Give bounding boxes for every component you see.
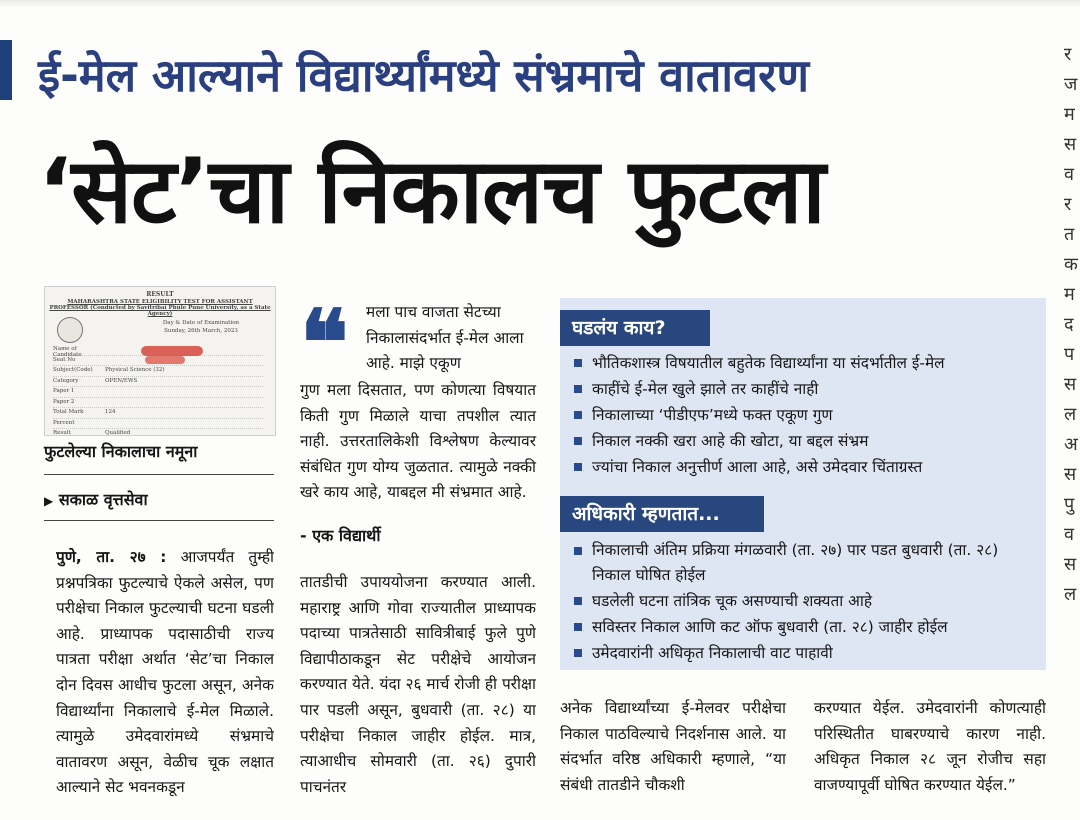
- quote-text-top: मला पाच वाजता सेटच्या निकालासंदर्भात ई-मेल आला आहे. माझे एकूण: [366, 303, 524, 373]
- sample-row-value: Physical Science (32): [105, 367, 165, 373]
- article-column-3: अनेक विद्यार्थ्यांच्या ई-मेलवर परीक्षेचा निकाल पाठविल्याचे निदर्शनास आले. या संदर्भात वरिष्ठ अधिकारी म्हणाले, “या संबंधी तातडीने चौकशी: [560, 699, 786, 794]
- quote-attribution: - एक विद्यार्थी: [300, 526, 381, 545]
- edge-glyph: त: [1064, 224, 1075, 245]
- sample-row-label: Percent: [53, 419, 75, 426]
- list-item: [574, 428, 1040, 454]
- sample-row-label: Total Mark: [53, 409, 84, 415]
- headline: ‘सेट’चा निकालच फुटला: [38, 139, 825, 244]
- university-seal-icon: [57, 317, 83, 343]
- list-item-text: सविस्तर निकाल आणि कट ऑफ बुधवारी (ता. २८) जाहीर होईल: [592, 618, 948, 636]
- article-column-1: [56, 545, 274, 813]
- list-item: [574, 350, 1040, 376]
- edge-glyph: म: [1064, 104, 1075, 125]
- box-title-officials-say: अधिकारी म्हणतात...: [560, 496, 764, 532]
- quote-icon: ❝: [300, 290, 349, 396]
- byline-text: सकाळ वृत्तसेवा: [58, 490, 148, 509]
- officials-say-list: [574, 538, 1040, 666]
- article-column-2: तातडीची उपाययोजना करण्यात आली. महाराष्ट्र आणि गोवा राज्यातील प्राध्यापक पदाच्या पात्रतेसाठी सावित्रीबाई फुले पुणे विद्यापीठाकडून सेट परीक्षेचे आयोजन करण्यात येते. यंदा २६ मार्च रोजी ही परीक्षा पार पडली असून, बुधवारी (ता. २८) या परीक्षेचा निकाल जाहीर होईल. मात्र, त्याआधीच सोमवारी (ता. २६) दुपारी पाचनंतर: [300, 573, 536, 796]
- edge-glyph: स: [1064, 554, 1077, 575]
- quote-text-body: गुण मला दिसतात, पण कोणत्या विषयात किती गुण मिळाले याचा तपशील त्यात नाही. उत्तरतालिकेशी विश्लेषण केल्यावर संबंधित गुण योग्य जुळतात. त्यामुळे नक्की खरे काय आहे, याबद्दल मी संभ्रमात आहे.: [300, 381, 536, 502]
- sample-row: [53, 398, 263, 409]
- edge-glyph: अ: [1064, 434, 1078, 455]
- list-item: [574, 376, 1040, 402]
- edge-glyph: स: [1064, 134, 1077, 155]
- edge-glyph: द: [1064, 314, 1074, 335]
- list-item-text: निकालाची अंतिम प्रक्रिया मंगळवारी (ता. २७) पार पडत बुधवारी (ता. २८) निकाल घोषित होईल: [592, 541, 999, 584]
- list-item-text: उमेदवारांनी अधिकृत निकालाची वाट पाहावी: [592, 644, 833, 662]
- sample-row-label: Result: [53, 430, 71, 436]
- list-item-text: निकाल नक्की खरा आहे की खोटा, या बद्दल संभ्रम: [592, 432, 869, 450]
- what-happened-list: [574, 350, 1040, 480]
- sample-date-value: Sunday, 26th March, 2023: [164, 328, 238, 334]
- square-bullet-icon: [574, 597, 582, 605]
- redaction-mark: [145, 356, 185, 364]
- info-box: [560, 298, 1046, 670]
- sample-row: [53, 366, 263, 377]
- sample-date-label: Day & Date of Examination: [162, 320, 240, 326]
- edge-glyph: व: [1064, 524, 1075, 545]
- redaction-mark: [141, 346, 203, 356]
- edge-glyph: ल: [1064, 404, 1077, 425]
- sample-row-label: Paper 2: [53, 398, 75, 405]
- edge-glyph: पु: [1064, 494, 1075, 515]
- edge-glyph: ल: [1064, 584, 1077, 605]
- sample-row: [53, 387, 263, 398]
- square-bullet-icon: [574, 623, 582, 631]
- list-item: [574, 402, 1040, 428]
- edge-glyph: म: [1064, 284, 1075, 305]
- adjacent-column-edge: [1064, 40, 1080, 820]
- square-bullet-icon: [574, 411, 582, 419]
- list-item: [574, 454, 1040, 480]
- edge-glyph: स: [1064, 374, 1077, 395]
- result-sample-image: [44, 286, 276, 436]
- edge-glyph: स: [1064, 464, 1077, 485]
- sample-exam-date: [141, 319, 261, 335]
- list-item-text: ज्यांचा निकाल अनुत्तीर्ण आला आहे, असे उमेदवार चिंताग्रस्त: [592, 458, 923, 476]
- byline: [44, 488, 274, 512]
- sample-row-value: OPEN/EWS: [105, 377, 138, 384]
- sample-row: [53, 408, 263, 419]
- edge-glyph: र: [1064, 44, 1072, 65]
- list-item-text: घडलेली घटना तांत्रिक चूक असण्याची शक्यता आहे: [592, 592, 873, 610]
- square-bullet-icon: [574, 463, 582, 471]
- list-item-text: निकालाच्या ‘पीडीएफ’मध्ये फक्त एकूण गुण: [592, 406, 833, 424]
- sample-organisation: MAHARASHTRA STATE ELIGIBILITY TEST FOR ASSISTANT PROFESSOR (Conducted by Savitribai Phule Pune University, as a State Agency): [49, 299, 271, 317]
- edge-glyph: व: [1064, 164, 1075, 185]
- list-item-text: काहींचे ई-मेल खुले झाले तर काहींचे नाही: [592, 380, 819, 398]
- list-item: [574, 588, 1040, 614]
- list-item: [574, 640, 1040, 666]
- article-body-1: आजपर्यंत तुम्ही प्रश्नपत्रिका फुटल्याचे ऐकले असेल, पण परीक्षेचा निकाल फुटल्याची घटना घडली आहे. प्राध्यापक पदासाठीची राज्य पात्रता परीक्षा अर्थात ‘सेट’चा निकाल दोन दिवस आधीच फुटला असून, अनेक विद्यार्थ्यांना निकालाचे ई-मेल मिळाले. त्यामुळे उमेदवारांमध्ये संभ्रमाचे वातावरण असून, वेळीच चूक लक्षात आल्याने सेट भवनकडून: [56, 548, 274, 797]
- square-bullet-icon: [574, 359, 582, 367]
- divider: [44, 474, 274, 475]
- edge-glyph: प: [1064, 344, 1075, 365]
- edge-glyph: र: [1064, 194, 1072, 215]
- square-bullet-icon: [574, 385, 582, 393]
- edge-glyph: क: [1064, 254, 1078, 275]
- sample-row-label: Subject(Code): [53, 367, 93, 373]
- square-bullet-icon: [574, 649, 582, 657]
- subheadline: ई-मेल आल्याने विद्यार्थ्यांमध्ये संभ्रमाचे वातावरण: [38, 49, 810, 102]
- sample-row: [53, 419, 263, 430]
- sample-row-value: 124: [105, 409, 116, 415]
- square-bullet-icon: [574, 547, 582, 555]
- sample-row-value: Qualified: [105, 430, 131, 436]
- sample-row-label: Category: [53, 377, 79, 384]
- dateline: पुणे, ता. २७ :: [56, 548, 167, 566]
- divider: [44, 520, 274, 521]
- article-column-4: करण्यात येईल. उमेदवारांनी कोणत्याही परिस्थितीत घाबरण्याचे कारण नाही. अधिकृत निकाल २८ जून रोजीच सहा वाजण्यापूर्वी घोषित करण्यात येईल.”: [814, 699, 1046, 794]
- box-title-what-happened: घडलंय काय?: [560, 310, 710, 346]
- top-strip: [0, 0, 1080, 8]
- sample-row-label: Paper 1: [53, 388, 75, 394]
- sample-row: [53, 377, 263, 388]
- sample-row: [53, 429, 263, 436]
- triangle-icon: ▶: [44, 494, 54, 508]
- left-blue-edge: [0, 40, 12, 100]
- sample-result-heading: RESULT: [146, 291, 174, 298]
- image-caption: फुटलेल्या निकालाचा नमूना: [44, 442, 198, 461]
- list-item: [574, 538, 1040, 588]
- list-item: [574, 614, 1040, 640]
- list-item-text: भौतिकशास्त्र विषयातील बहुतेक विद्यार्थ्यांना या संदर्भातील ई-मेल: [592, 354, 945, 372]
- edge-glyph: ज: [1064, 74, 1078, 95]
- sample-row-label: Name of Candidate: [53, 346, 82, 358]
- square-bullet-icon: [574, 437, 582, 445]
- sample-row-label: Seat No: [53, 356, 76, 363]
